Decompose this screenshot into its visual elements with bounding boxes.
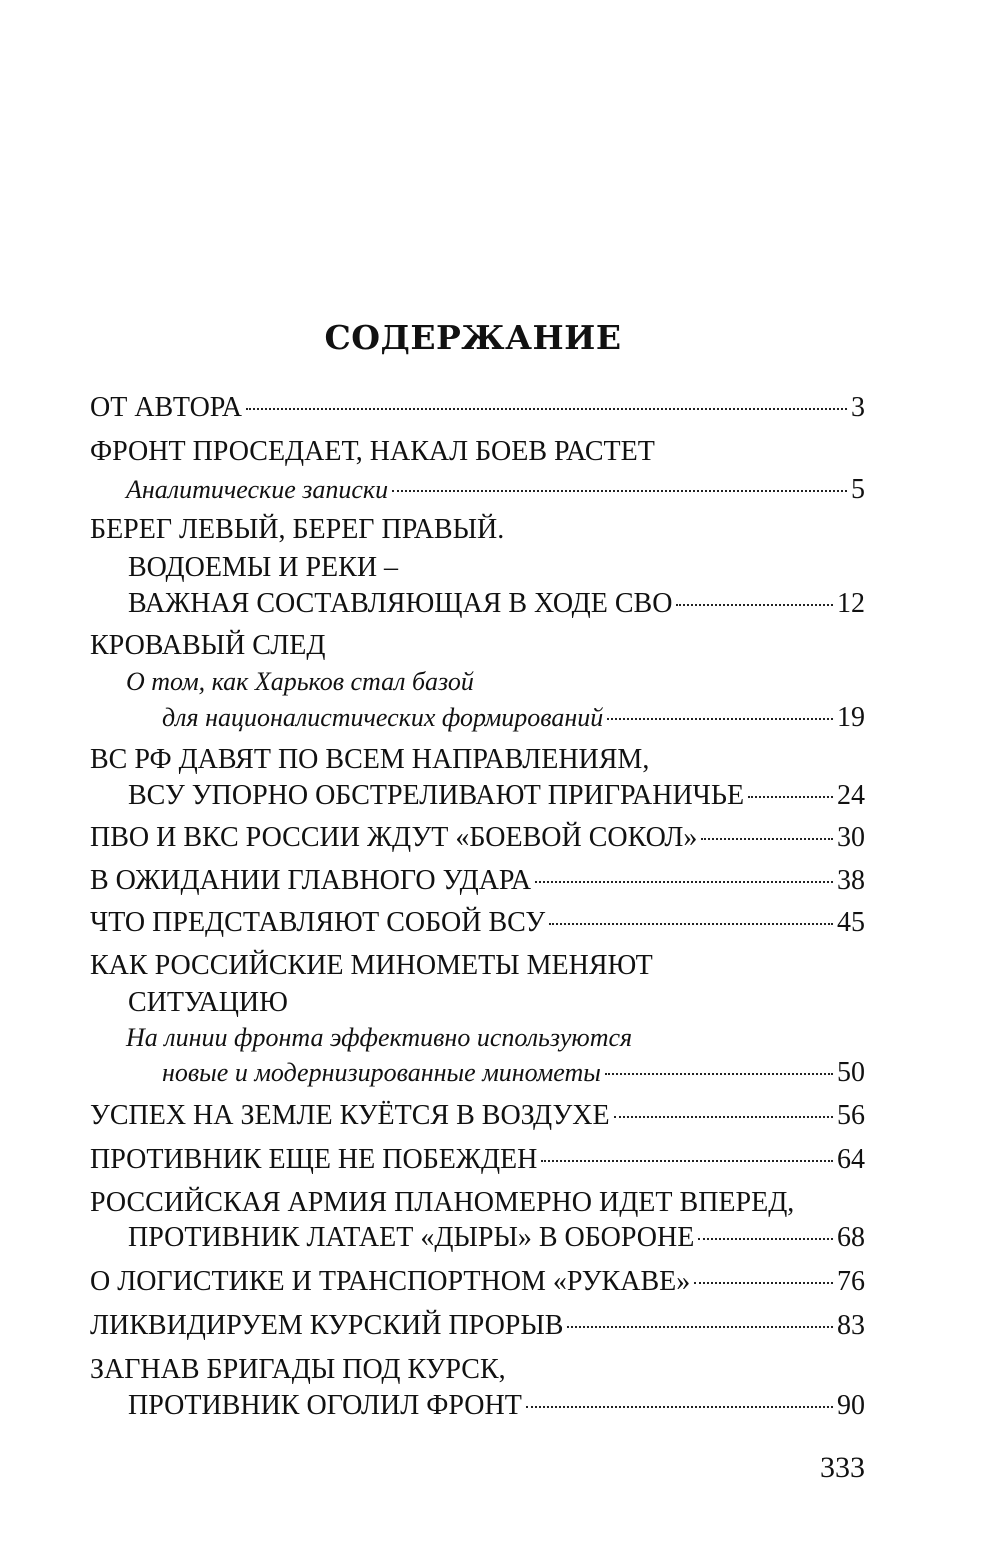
toc-entry: [90, 510, 865, 550]
toc-entry: [90, 818, 865, 858]
toc-entry-title: Аналитические записки: [126, 475, 389, 504]
toc-entry-page: 19: [837, 702, 865, 733]
toc-entry-title: ПРОТИВНИК ЕЩЕ НЕ ПОБЕЖДЕН: [90, 1144, 538, 1175]
dot-leader: [392, 490, 847, 492]
toc-entry-page: 45: [837, 907, 865, 938]
toc-entry-subtitle: [126, 1018, 865, 1058]
toc-entry-title: БЕРЕГ ЛЕВЫЙ, БЕРЕГ ПРАВЫЙ.: [90, 514, 505, 545]
toc-entry: [90, 740, 865, 780]
toc-entry-continuation: [128, 1386, 865, 1426]
toc-entry-title: ЗАГНАВ БРИГАДЫ ПОД КУРСК,: [90, 1354, 506, 1385]
toc-entry-page: 5: [851, 474, 865, 505]
toc-entry-title: На линии фронта эффективно используются: [126, 1023, 633, 1052]
toc-entry-subtitle: [162, 1053, 865, 1093]
toc-entry: [90, 432, 865, 472]
toc-entry-title: ВОДОЕМЫ И РЕКИ –: [128, 552, 399, 583]
dot-leader: [246, 408, 847, 410]
toc-entry-title: ВСУ УПОРНО ОБСТРЕЛИВАЮТ ПРИГРАНИЧЬЕ: [128, 780, 745, 811]
dot-leader: [605, 1073, 833, 1075]
toc-entry-page: 38: [837, 865, 865, 896]
toc-entry: [90, 1096, 865, 1136]
toc-entry: [90, 1183, 865, 1223]
toc-entry-continuation: [128, 1218, 865, 1258]
toc-entry-page: 50: [837, 1057, 865, 1088]
toc-entry: [90, 388, 865, 428]
toc-entry-page: 68: [837, 1222, 865, 1253]
toc-entry-title: О ЛОГИСТИКЕ И ТРАНСПОРТНОМ «РУКАВЕ»: [90, 1266, 691, 1297]
toc-entry-page: 24: [837, 780, 865, 811]
toc-entry-title: для националистических формирований: [162, 703, 604, 732]
toc-entry-title: ПРОТИВНИК ЛАТАЕТ «ДЫРЫ» В ОБОРОНЕ: [128, 1222, 695, 1253]
dot-leader: [549, 923, 833, 925]
toc-entry: [90, 1140, 865, 1180]
toc-entry: [90, 903, 865, 943]
toc-entry-title: ОТ АВТОРА: [90, 392, 243, 423]
toc-entry-page: 83: [837, 1310, 865, 1341]
toc-entry-page: 64: [837, 1144, 865, 1175]
dot-leader: [748, 796, 833, 798]
toc-entry: [90, 861, 865, 901]
toc-entry-subtitle: [162, 698, 865, 738]
toc-entry-title: ПВО И ВКС РОССИИ ЖДУТ «БОЕВОЙ СОКОЛ»: [90, 822, 698, 853]
dot-leader: [526, 1406, 833, 1408]
toc-entry-title: В ОЖИДАНИИ ГЛАВНОГО УДАРА: [90, 865, 532, 896]
dot-leader: [676, 604, 833, 606]
toc-entry-title: новые и модернизированные минометы: [162, 1058, 601, 1087]
toc-entry-title: О том, как Харьков стал базой: [126, 667, 474, 696]
toc-entry-continuation: [128, 983, 865, 1023]
toc-entry-subtitle: [126, 662, 865, 702]
dot-leader: [701, 838, 833, 840]
dot-leader: [698, 1238, 833, 1240]
toc-entry-title: КАК РОССИЙСКИЕ МИНОМЕТЫ МЕНЯЮТ: [90, 950, 653, 981]
toc-entry-title: ЧТО ПРЕДСТАВЛЯЮТ СОБОЙ ВСУ: [90, 907, 546, 938]
toc-entry-title: ВС РФ ДАВЯТ ПО ВСЕМ НАПРАВЛЕНИЯМ,: [90, 744, 650, 775]
toc-entry-page: 30: [837, 822, 865, 853]
toc-entry-page: 12: [837, 588, 865, 619]
dot-leader: [567, 1326, 833, 1328]
toc-entry: [90, 626, 865, 666]
toc-entry-subtitle: [126, 470, 865, 510]
toc-entry: [90, 1350, 865, 1390]
toc-entry-title: ВАЖНАЯ СОСТАВЛЯЮЩАЯ В ХОДЕ СВО: [128, 588, 673, 619]
dot-leader: [607, 718, 833, 720]
toc-entry-page: 3: [851, 392, 865, 423]
toc-entry: [90, 1262, 865, 1302]
dot-leader: [614, 1116, 833, 1118]
toc-entry-title: ПРОТИВНИК ОГОЛИЛ ФРОНТ: [128, 1390, 522, 1421]
toc-entry-title: КРОВАВЫЙ СЛЕД: [90, 630, 326, 661]
toc-entry-continuation: [128, 584, 865, 624]
toc-entry: [90, 946, 865, 986]
toc-entry-title: ФРОНТ ПРОСЕДАЕТ, НАКАЛ БОЕВ РАСТЕТ: [90, 436, 655, 467]
toc-entry-title: РОССИЙСКАЯ АРМИЯ ПЛАНОМЕРНО ИДЕТ ВПЕРЕД,: [90, 1187, 795, 1218]
toc-entry-continuation: [128, 776, 865, 816]
page-number: 333: [820, 1451, 865, 1484]
toc-entry-page: 56: [837, 1100, 865, 1131]
toc-entry-page: 90: [837, 1390, 865, 1421]
toc-entry-continuation: [128, 548, 865, 588]
page-title: СОДЕРЖАНИЕ: [324, 318, 622, 357]
toc-entry-title: ЛИКВИДИРУЕМ КУРСКИЙ ПРОРЫВ: [90, 1310, 564, 1341]
dot-leader: [535, 881, 833, 883]
toc-entry: [90, 1306, 865, 1346]
toc-entry-page: 76: [837, 1266, 865, 1297]
toc-entry-title: УСПЕХ НА ЗЕМЛЕ КУЁТСЯ В ВОЗДУХЕ: [90, 1100, 610, 1131]
dot-leader: [694, 1282, 833, 1284]
toc-entry-title: СИТУАЦИЮ: [128, 987, 288, 1018]
dot-leader: [541, 1160, 833, 1162]
